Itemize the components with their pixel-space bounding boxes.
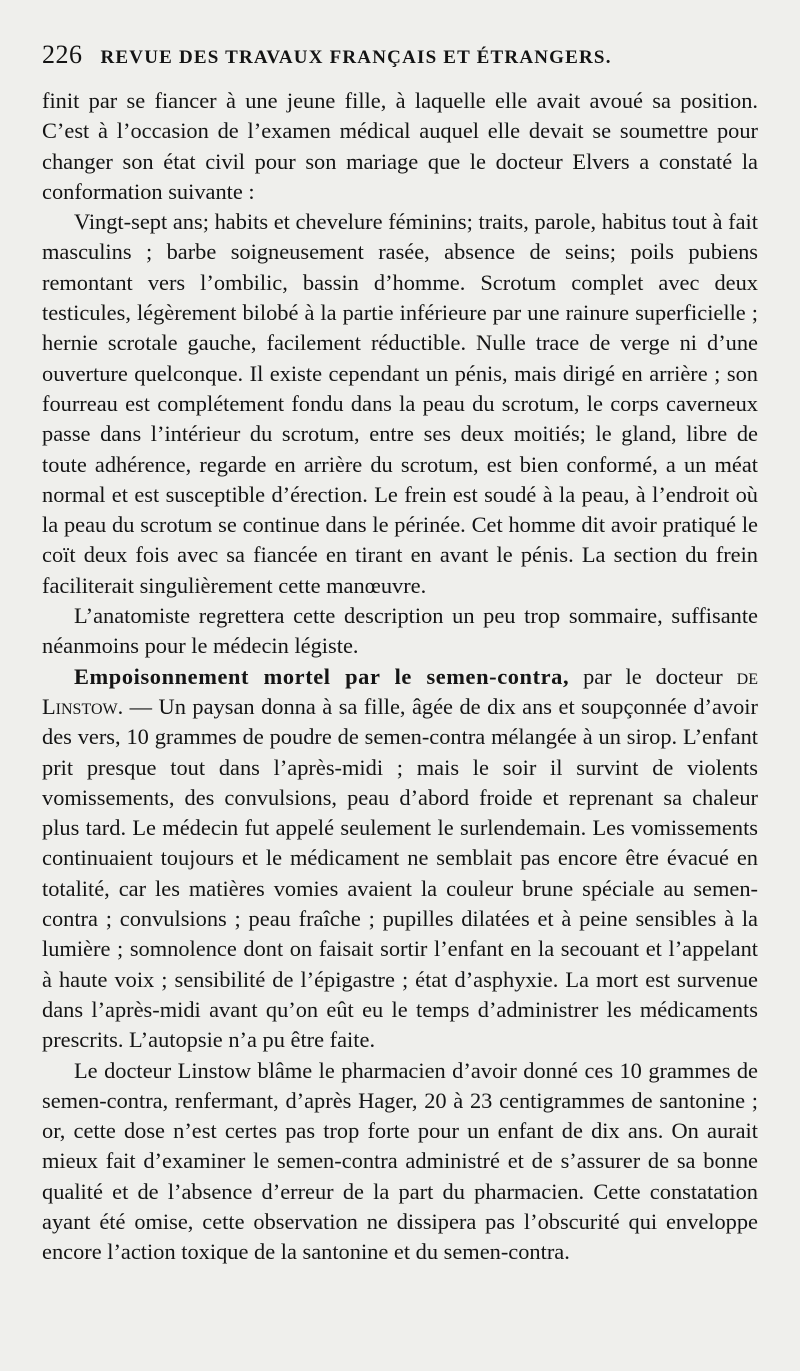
paragraph-anatomist-remark: L’anatomiste regrettera cette description un peu trop sommaire, suffisante néanmoins pour le médecin légiste.: [42, 603, 758, 659]
byline-particle: de: [736, 663, 758, 689]
page-number: 226: [42, 40, 83, 69]
byline-author: Linstow.: [42, 693, 124, 719]
running-head: [42, 40, 758, 70]
paragraph-linstow-conclusion: Le docteur Linstow blâme le pharmacien d’avoir donné ces 10 grammes de semen-contra, renfermant, d’après Hager, 20 à 23 centigrammes de santonine ; or, cette dose n’est certes pas trop forte pour un enfant de dix ans. On aurait mieux fait d’examiner le semen-contra administré et de s’assurer de sa bonne qualité et de l’absence d’erreur de la part du pharmacien. Cette constatation ayant été omise, cette observation ne dissipera pas l’obscurité qui enveloppe encore l’action toxique de la santonine et du semen-contra.: [42, 1057, 758, 1265]
running-title: REVUE DES TRAVAUX FRANÇAIS ET ÉTRANGERS.: [100, 47, 612, 68]
body-text: [42, 86, 758, 1268]
section-heading: Empoisonnement mortel par le semen-contra,: [74, 663, 570, 689]
paragraph-continuation: finit par se fiancer à une jeune fille, à laquelle elle avait avoué sa position. C’est à l’occasion de l’examen médical auquel elle devait se soumettre pour changer son état civil pour son mariage que le docteur Elvers a constaté la conformation suivante :: [42, 88, 758, 204]
byline-pre: par le docteur: [569, 663, 737, 689]
paragraph-semen-contra-body: — Un paysan donna à sa fille, âgée de dix ans et soupçonnée d’avoir des vers, 10 grammes de poudre de semen-contra mélangée à un sirop. L’enfant prit presque tout dans l’après-midi ; mais le soir il survint de violents vomissements, des convulsions, peau d’abord froide et reprenant sa chaleur plus tard. Le médecin fut appelé seulement le surlendemain. Les vomissements continuaient toujours et le médicament ne semblait pas encore être évacué en totalité, car les matières vomies avaient la couleur brune spéciale au semen-contra ; convulsions ; peau fraîche ; pupilles dilatées et à peine sensibles à la lumière ; somnolence dont on faisait sortir l’enfant en la secouant et l’appelant à haute voix ; sensibilité de l’épigastre ; état d’asphyxie. La mort est survenue dans l’après-midi avant qu’on eût eu le temps d’administrer les médicaments prescrits. L’autopsie n’a pu être faite.: [42, 693, 758, 1053]
paragraph-semen-contra-case: [42, 662, 758, 1056]
paragraph-case-description: Vingt-sept ans; habits et chevelure féminins; traits, parole, habitus tout à fait masculins ; barbe soigneusement rasée, absence de seins; poils pubiens remontant vers l’ombilic, bassin d’homme. Scrotum complet avec deux testicules, légèrement bilobé à la partie inférieure par une rainure superficielle ; hernie scrotale gauche, facilement réductible. Nulle trace de verge ni d’une ouverture quelconque. Il existe cependant un pénis, mais dirigé en arrière ; son fourreau est complétement fondu dans la peau du scrotum, le corps caverneux passe dans l’intérieur du scrotum, entre ses deux moitiés; le gland, libre de toute adhérence, regarde en arrière du scrotum, est bien conformé, a un méat normal et est susceptible d’érection. Le frein est soudé à la peau, à l’endroit où la peau du scrotum se continue dans le périnée. Cet homme dit avoir pratiqué le coït deux fois avec sa fiancée en tirant en avant le pénis. La section du frein faciliterait singulièrement cette manœuvre.: [42, 209, 758, 598]
